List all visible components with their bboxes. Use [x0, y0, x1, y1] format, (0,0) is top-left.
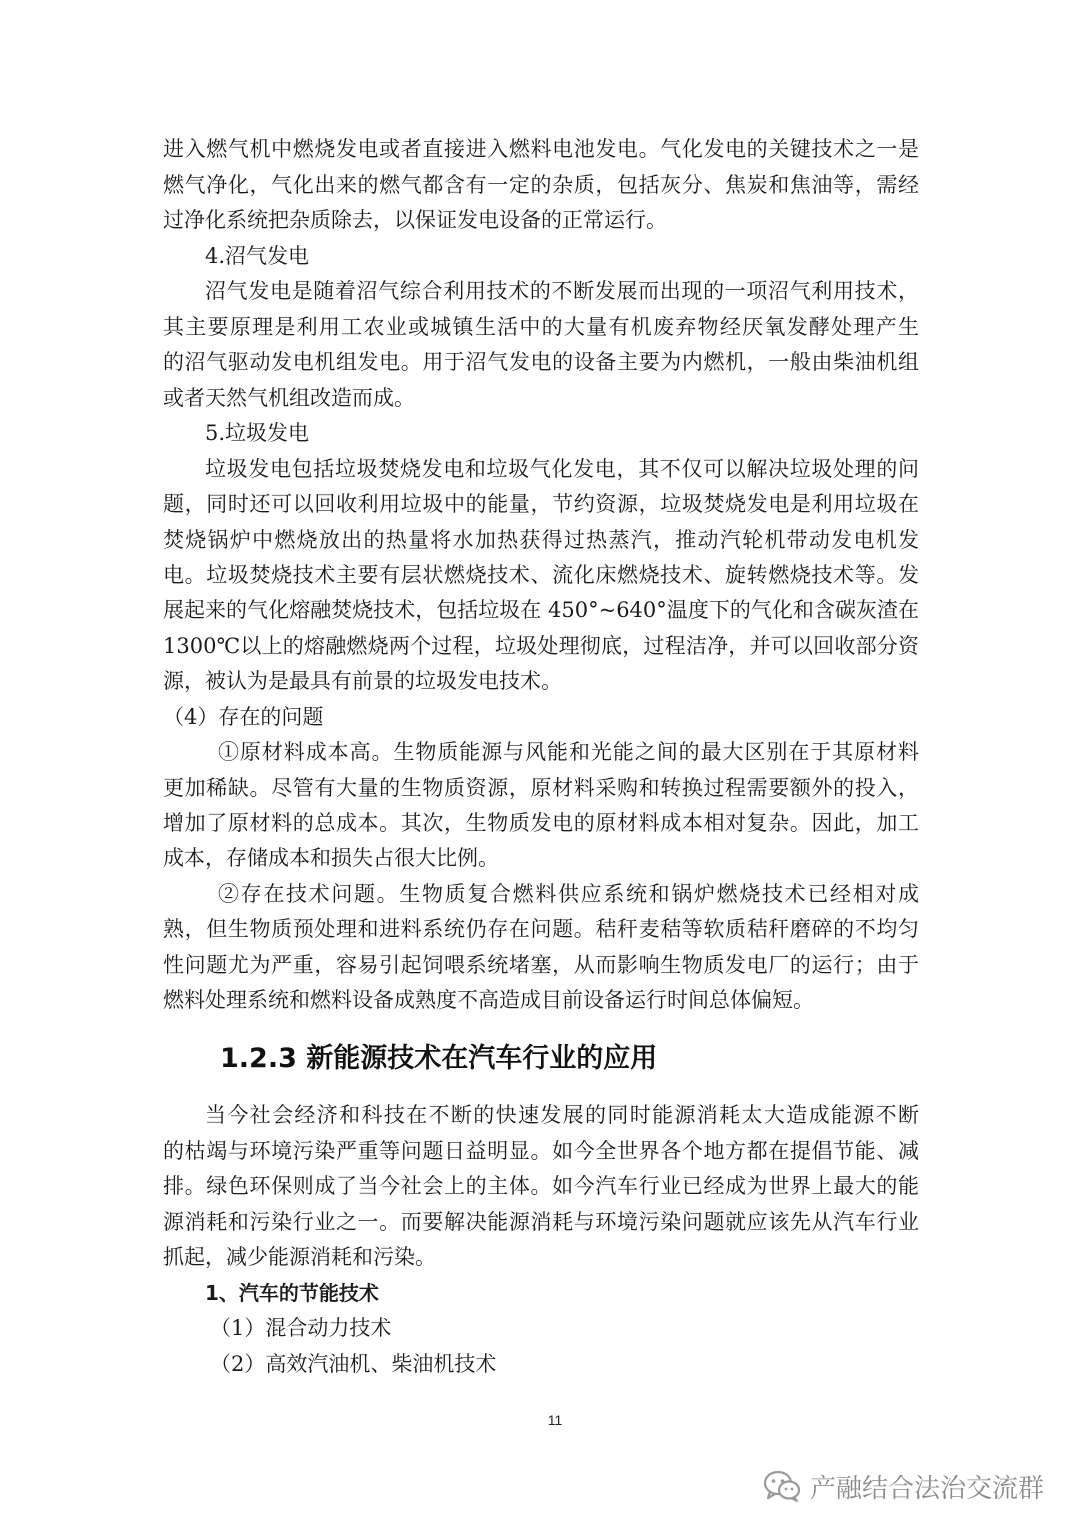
paragraph-line: 沼气发电是随着沼气综合利用技术的不断发展而出现的一项沼气利用技术， — [205, 279, 919, 303]
paragraph-line: 过净化系统把杂质除去，以保证发电设备的正常运行。 — [163, 208, 667, 232]
paragraph-line: 进入燃气机中燃烧发电或者直接进入燃料电池发电。气化发电的关键技术之一是 — [163, 137, 919, 161]
section-heading: 1.2.3 新能源技术在汽车行业的应用 — [220, 1043, 658, 1074]
paragraph-line: 的沼气驱动发电机组发电。用于沼气发电的设备主要为内燃机，一般由柴油机组 — [163, 350, 919, 374]
wechat-icon — [762, 1469, 802, 1503]
paragraph-line: 源，被认为是最具有前景的垃圾发电技术。 — [163, 669, 562, 693]
paragraph-line: 电。垃圾焚烧技术主要有层状燃烧技术、流化床燃烧技术、旋转燃烧技术等。发 — [163, 563, 919, 587]
list-item: （2）高效汽油机、柴油机技术 — [210, 1352, 497, 1376]
paragraph-line: ②存在技术问题。生物质复合燃料供应系统和锅炉燃烧技术已经相对成 — [218, 882, 919, 906]
paragraph-line: 性问题尤为严重，容易引起饲喂系统堵塞，从而影响生物质发电厂的运行；由于 — [163, 953, 919, 977]
paragraph-line: 或者天然气机组改造而成。 — [163, 386, 415, 410]
subheading-waste: 5.垃圾发电 — [205, 421, 310, 445]
paragraph-line: 抓起，减少能源消耗和污染。 — [163, 1245, 436, 1269]
watermark — [762, 1466, 1044, 1506]
subheading-issues: （4）存在的问题 — [163, 705, 324, 729]
list-item: （1）混合动力技术 — [210, 1316, 392, 1340]
paragraph-line: 的枯竭与环境污染严重等问题日益明显。如今全世界各个地方都在提倡节能、减 — [163, 1139, 919, 1163]
paragraph-line: 增加了原材料的总成本。其次，生物质发电的原材料成本相对复杂。因此，加工 — [163, 811, 919, 835]
watermark-text: 产融结合法治交流群 — [809, 1473, 1044, 1504]
paragraph-line: 更加稀缺。尽管有大量的生物质资源，原材料采购和转换过程需要额外的投入， — [163, 776, 919, 800]
paragraph-line: 排。绿色环保则成了当今社会上的主体。如今汽车行业已经成为世界上最大的能 — [163, 1174, 919, 1198]
paragraph-line: 当今社会经济和科技在不断的快速发展的同时能源消耗太大造成能源不断 — [205, 1103, 919, 1127]
paragraph-line: 其主要原理是利用工农业或城镇生活中的大量有机废弃物经厌氧发酵处理产生 — [163, 315, 919, 339]
subheading-biogas: 4.沼气发电 — [205, 244, 310, 268]
paragraph-line: 焚烧锅炉中燃烧放出的热量将水加热获得过热蒸汽，推动汽轮机带动发电机发 — [163, 528, 919, 552]
paragraph-line: 燃料处理系统和燃料设备成熟度不高造成目前设备运行时间总体偏短。 — [163, 988, 814, 1012]
subheading-energy-saving: 1、汽车的节能技术 — [205, 1281, 379, 1305]
paragraph-line: 熟，但生物质预处理和进料系统仍存在问题。秸秆麦秸等软质秸秆磨碎的不均匀 — [163, 917, 919, 941]
paragraph-line: 燃气净化，气化出来的燃气都含有一定的杂质，包括灰分、焦炭和焦油等，需经 — [163, 173, 919, 197]
paragraph-line: ①原材料成本高。生物质能源与风能和光能之间的最大区别在于其原材料 — [218, 740, 919, 764]
paragraph-line: 垃圾发电包括垃圾焚烧发电和垃圾气化发电，其不仅可以解决垃圾处理的问 — [205, 457, 919, 481]
paragraph-line: 1300℃以上的熔融燃烧两个过程，垃圾处理彻底，过程洁净，并可以回收部分资 — [163, 634, 919, 658]
paragraph-line: 展起来的气化熔融焚烧技术，包括垃圾在 450°~640°温度下的气化和含碳灰渣在 — [163, 598, 919, 622]
paragraph-line: 成本，存储成本和损失占很大比例。 — [163, 846, 499, 870]
paragraph-line: 题，同时还可以回收利用垃圾中的能量，节约资源，垃圾焚烧发电是利用垃圾在 — [163, 492, 919, 516]
page-number: 11 — [547, 1412, 563, 1428]
paragraph-line: 源消耗和污染行业之一。而要解决能源消耗与环境污染问题就应该先从汽车行业 — [163, 1210, 919, 1234]
